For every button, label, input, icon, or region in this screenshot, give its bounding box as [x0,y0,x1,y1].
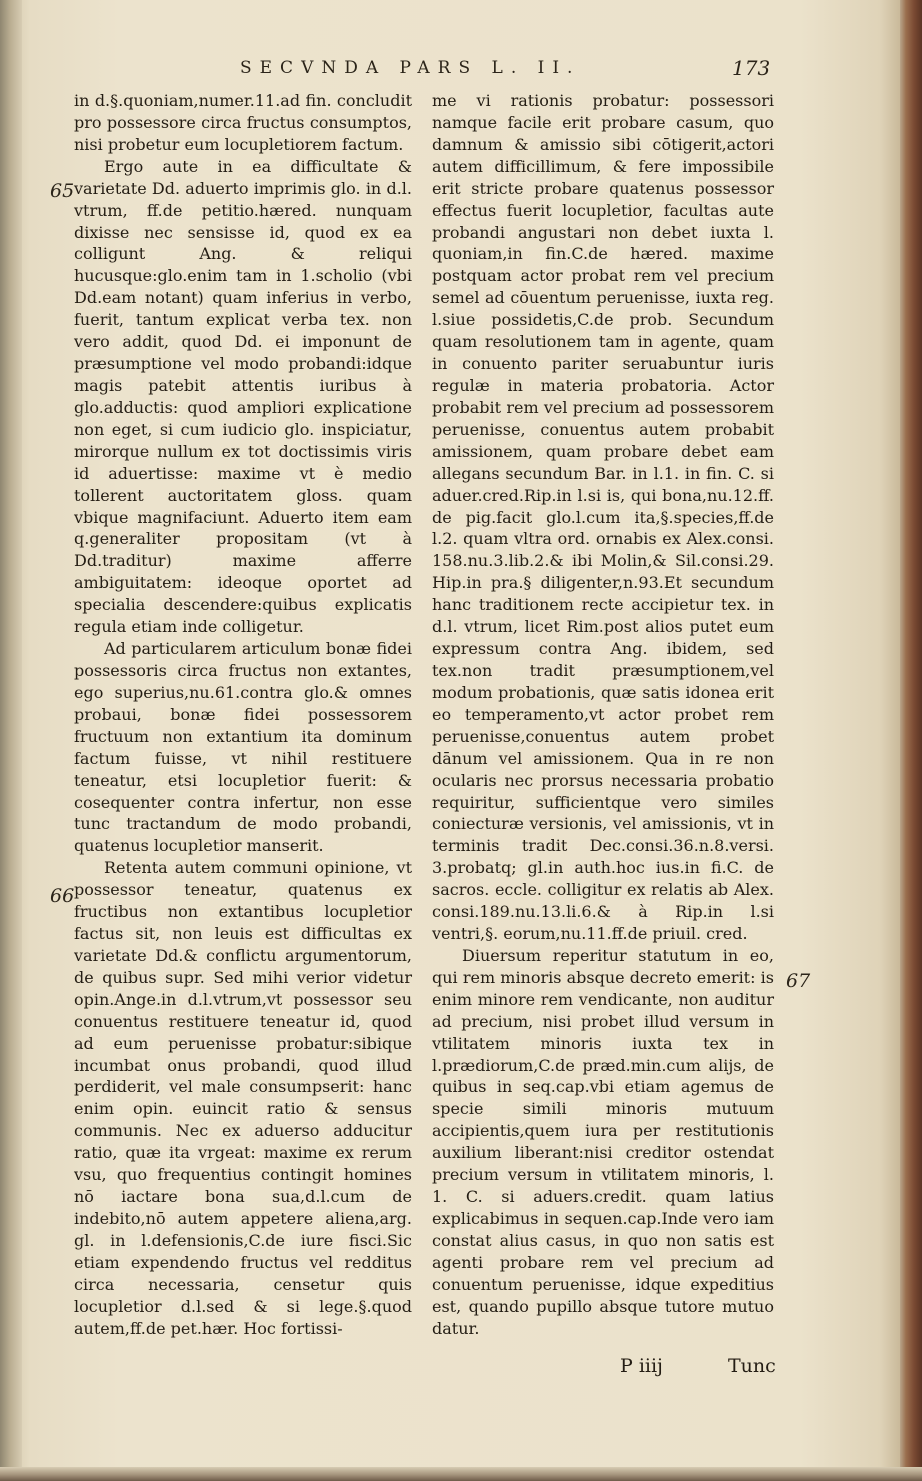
signature-mark: P iiij [620,1355,663,1377]
paragraph: in d.§.quoniam,numer.11.ad fin. concludit pro possessore circa fructus consumptos, nisi probetur eum locupletiorem factum. [74,91,412,154]
page-edge-bottom [0,1467,922,1481]
catchword: Tunc [728,1355,776,1377]
paragraph: me vi rationis probatur: possessori namque facile erit probare casum, quo damnum & amissio sibi cōtigerit,actori autem difficillimum, & fere impossibile erit stricte probare quatenus possessor effectus fuerit locupletior, facultas aute probandi angustari non debet iuxta l. quoniam,in fin.C.de hæred. maxime postquam actor probat rem vel precium semel ad cōuentum peruenisse, iuxta reg. l.siue possidetis,C.de prob. Secundum quam resolutionem tam in agente, quam in conuento pariter seruabuntur iuris regulæ in materia probatoria. Actor probabit rem vel precium ad possessorem peruenisse, conuentus autem probabit amissionem, quam probare debet eam allegans secundum Bar. in l.1. in fin. C. si aduer.cred.Rip.in l.si is, qui bona,nu.12.ff. de pig.facit glo.l.cum ita,§.species,ff.de l.2. quam vltra ord. ornabis ex Alex.consi. 158.nu.3.lib.2.& ibi Molin,& Sil.consi.29. Hip.in pra.§ diligenter,n.93.Et secundum hanc traditionem recte accipietur tex. in d.l. vtrum, licet Rim.post alios putet eum expressum contra Ang. ibidem, sed tex.non tradit præsumptionem,vel modum probationis, quæ satis idonea erit eo temperamento,vt actor probet rem peruenisse,conuentus autem probet dānum vel amissionem. Qua in re non ocularis nec prorsus necessaria probatio requiritur, sufficientque vero similes coniecturæ versionis, vel amissionis, vt in terminis tradit Dec.consi.36.n.8.versi. 3.probatq; gl.in auth.hoc ius.in fi.C. de sacros. eccle. colligitur ex relatis ab Alex. consi.189.nu.13.li.6.& à Rip.in l.si ventri,§. eorum,nu.11.ff.de priuil. cred. [432,91,774,944]
right-text-column [432,90,774,1340]
page-gutter [0,0,22,1481]
paragraph: Diuersum reperitur statutum in eo, qui rem minoris absque decreto emerit: is enim minore rem vendicante, non auditur ad precium, nisi probet illud versum in vtilitatem minoris iuxta tex in l.prædiorum,C.de præd.min.cum alijs, de quibus in seq.cap.vbi etiam agemus de specie simili minoris mutuum accipientis,quem iura per restitutionis auxilium liberant:nisi creditor ostendat precium versum in vtilitatem minoris, l. 1. C. si aduers.credit. quam latius explicabimus in sequen.cap.Inde vero iam constat alius casus, in quo non satis est agenti probare rem vel precium ad conuentum peruenisse, idque expeditius est, quando pupillo absque tutore mutuo datur. [432,945,774,1338]
page-edge-right [900,0,922,1481]
margin-number-67: 67 [786,970,811,992]
folio-number: 173 [732,56,771,80]
paragraph: Ergo aute in ea difficultate & varietate Dd. aduerto imprimis glo. in d.l. vtrum, ff.de petitio.hæred. nunquam dixisse nec sensisse id, quod ex ea colligunt Ang. & reliqui hucusque:glo.enim tam in 1.scholio (vbi Dd.eam notant) quam inferius in verbo, fuerit, tantum explicat verba tex. non vero addit, quod Dd. ei imponunt de præsumptione vel modo probandi:idque magis patebit attentis iuribus à glo.adductis: quod ampliori explicatione non eget, si cum iudicio glo. inspiciatur, mirorque nullum ex tot doctissimis viris id aduertisse: maxime vt è medio tollerent auctoritatem gloss. quam vbique magnifaciunt. Aduerto item eam q.generaliter propositam (vt à Dd.traditur) maxime afferre ambiguitatem: ideoque oportet ad specialia descendere:quibus explicatis regula etiam inde colligetur. [74,156,412,637]
margin-number-66: 66 [50,885,75,907]
paragraph: Ad particularem articulum bonæ fidei possessoris circa fructus non extantes, ego superius,nu.61.contra glo.& omnes probaui, bonæ fidei possessorem fructuum non extantium ita dominum factum fuisse, vt nihil restituere teneatur, etsi locupletior fuerit: & cosequenter contra infertur, non esse tunc tractandum de modo probandi, quatenus locupletior manserit. [74,639,412,856]
margin-number-65: 65 [50,180,75,202]
left-text-column [74,90,412,1340]
paragraph: Retenta autem communi opinione, vt possessor teneatur, quatenus ex fructibus non extantibus locupletior factus sit, non leuis est difficultas ex varietate Dd.& conflictu argumentorum, de quibus supr. Sed mihi verior videtur opin.Ange.in d.l.vtrum,vt possessor seu conuentus restituere teneatur id, quod ad eum peruenisse probatur:sibique incumbat onus probandi, quod illud perdiderit, vel male consumpserit: hanc enim opin. euincit ratio & sensus communis. Nec ex aduerso adducitur ratio, quæ ita vrgeat: maxime ex rerum vsu, quo frequentius contingit homines nō iactare bona sua,d.l.cum de indebito,nō autem appetere aliena,arg. gl. in l.defensionis,C.de iure fisci.Sic etiam expendendo fructus vel redditus circa necessaria, censetur quis locupletior d.l.sed & si lege.§.quod autem,ff.de pet.hær. Hoc fortissi- [74,858,412,1338]
running-title: SECVNDA PARS L. II. [240,58,581,78]
